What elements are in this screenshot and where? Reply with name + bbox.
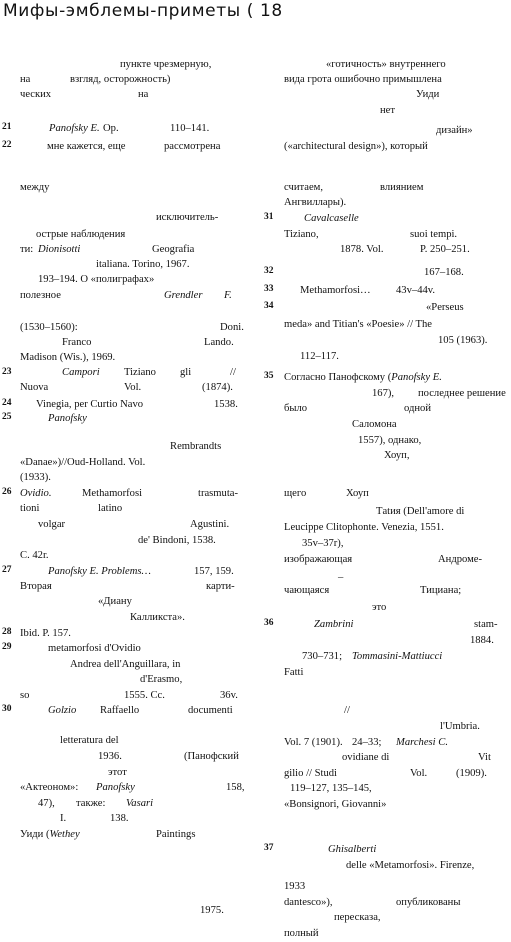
text-line: также: [76, 798, 106, 809]
text-line: metamorfosi d'Ovidio [48, 643, 141, 654]
text-line: последнее решение [418, 388, 506, 399]
text-line: 1936. [98, 751, 122, 762]
text-line: Paintings [156, 829, 196, 840]
text-line: Калликста». [130, 612, 185, 623]
text-line: 1555. Cc. [124, 690, 165, 701]
text-line: P. 250–251. [420, 244, 470, 255]
text-line: чающаяся [284, 585, 330, 596]
text-line: Ghisalberti [328, 844, 377, 855]
note-number: 28 [2, 627, 12, 637]
text-line: 157, 159. [194, 566, 234, 577]
text-line: l'Umbria. [440, 721, 480, 732]
text-line: tioni [20, 503, 40, 514]
text-line: dantesco»), [284, 897, 333, 908]
text-line: Madison (Wis.), 1969. [20, 352, 116, 363]
text-line: «Danae»)//Oud-Holland. Vol. [20, 457, 146, 468]
note-number: 24 [2, 398, 12, 408]
text-line: 112–117. [300, 351, 339, 362]
text-line: 158, [226, 782, 245, 793]
text-line: карти- [206, 581, 235, 592]
note-number: 36 [264, 618, 274, 628]
text-span: Согласно Панофскому ( [284, 372, 392, 383]
text-line: 35v–37r), [302, 538, 344, 549]
text-line: «готичность» внутреннего [326, 59, 446, 70]
note-number: 37 [264, 843, 274, 853]
text-line: Nuova [20, 382, 49, 393]
text-line: (Панофский [184, 751, 239, 762]
text-line: (1530–1560): [20, 322, 78, 333]
text-line: Vol. [124, 382, 142, 393]
text-line: d'Erasmo, [140, 674, 183, 685]
text-line: delle «Metamorfosi». Firenze, [346, 860, 475, 871]
text-line: 24–33; [352, 737, 382, 748]
note-number: 32 [264, 266, 274, 276]
text-line: «Диану [98, 596, 132, 607]
text-line: (1874). [202, 382, 233, 393]
text-line: Dionisotti [38, 244, 81, 255]
text-line: одной [404, 403, 432, 414]
text-line: 1975. [200, 905, 224, 916]
text-line: volgar [38, 519, 66, 530]
text-line: 167–168. [424, 267, 464, 278]
text-line: meda» and Titian's «Poesie» // The [284, 319, 432, 330]
text-line: F. [224, 290, 232, 301]
text-line: de' Bindoni, 1538. [138, 535, 216, 546]
text-line: считаем, [284, 182, 324, 193]
text-line: stam- [474, 619, 498, 630]
text-span: Wethey [49, 829, 80, 840]
text-line: Хоуп [346, 488, 369, 499]
text-line: trasmuta- [198, 488, 239, 499]
text-line: Raffaello [100, 705, 140, 716]
text-line: («architectural design»), который [284, 141, 428, 152]
text-line: Vinegia, per Curtio Navo [36, 399, 144, 410]
text-line: это [372, 602, 387, 613]
text-line: Уиди [416, 89, 440, 100]
text-line: острые наблюдения [36, 229, 126, 240]
note-number: 25 [2, 412, 12, 422]
note-number: 35 [264, 371, 274, 381]
text-line: Fatti [284, 667, 304, 678]
text-line: исключитель- [156, 212, 219, 223]
text-line: italiana. Torino, 1967. [96, 259, 190, 270]
text-span: Уиди ( [20, 829, 50, 840]
text-line: 1538. [214, 399, 238, 410]
text-line: на [138, 89, 149, 100]
text-span: Panofsky E. [391, 372, 442, 383]
text-line: 193–194. О «полиграфах» [38, 274, 155, 285]
text-line: Тициана; [420, 585, 462, 596]
note-number: 33 [264, 284, 274, 294]
text-line: Vol. [410, 768, 428, 779]
note-number: 30 [2, 704, 12, 714]
text-line: Agustini. [190, 519, 230, 530]
text-line: Vasari [126, 798, 154, 809]
text-line: Хоуп, [384, 450, 410, 461]
text-line: letteratura del [60, 735, 119, 746]
text-line: Rembrandts [170, 441, 222, 452]
text-line: Doni. [220, 322, 244, 333]
text-line: Grendler [164, 290, 203, 301]
text-line: ческих [20, 89, 52, 100]
note-number: 29 [2, 642, 12, 652]
text-line: 1884. [470, 635, 494, 646]
text-line: Tommasini-Mattiucci [352, 651, 443, 662]
text-line: «Актеоном»: [20, 782, 79, 793]
text-line: взгляд, осторожность) [70, 74, 171, 85]
text-line: 110–141. [170, 123, 210, 134]
text-line: рассмотрена [164, 141, 221, 152]
text-line: 730–731; [302, 651, 343, 662]
text-line: пункте чрезмерную, [120, 59, 212, 70]
text-line: мне кажется, еще [47, 141, 126, 152]
text-line: щего [284, 488, 307, 499]
text-line: Franco [62, 337, 92, 348]
note-number: 26 [2, 487, 12, 497]
text-line: // [344, 705, 350, 716]
text-line: Саломона [352, 419, 397, 430]
text-line: на [20, 74, 31, 85]
text-line: Panofsky [96, 782, 135, 793]
note-number: 21 [2, 122, 12, 132]
text-line: Panofsky E. Problems… [48, 566, 151, 577]
text-line: gilio // Studi [284, 768, 337, 779]
text-line: Zambrini [314, 619, 354, 630]
text-line: «Bonsignori, Giovanni» [284, 799, 387, 810]
running-header: Мифы-эмблемы-приметы ( 18 [3, 1, 283, 21]
text-line: documenti [188, 705, 233, 716]
text-line: изображающая [284, 554, 353, 565]
text-line: Panofsky E. [49, 123, 100, 134]
text-line: С. 42r. [20, 550, 49, 561]
text-line: 43v–44v. [396, 285, 436, 296]
text-line: – [338, 572, 344, 583]
text-line: между [20, 182, 50, 193]
text-line: дизайн» [436, 125, 473, 136]
text-line: Cavalcaselle [304, 213, 359, 224]
text-line: Vol. 7 (1901). [284, 737, 343, 748]
text-line: «Perseus [426, 302, 464, 313]
text-line: Ovidio. [20, 488, 52, 499]
text-line: Campori [62, 367, 100, 378]
text-line: вида грота ошибочно примышлена [284, 74, 442, 85]
text-line: Leucippe Clitophonte. Venezia, 1551. [284, 522, 444, 533]
text-line: suoi tempi. [410, 229, 458, 240]
text-line: пересказа, [334, 912, 381, 923]
text-line: 36v. [220, 690, 238, 701]
text-line: I. [60, 813, 67, 824]
text-line: 1878. Vol. [340, 244, 384, 255]
text-line: Ibid. P. 157. [20, 628, 71, 639]
text-line: Geografia [152, 244, 195, 255]
text-line: (1909). [456, 768, 487, 779]
text-line: Andrea dell'Anguillara, in [70, 659, 181, 670]
text-line: 1933 [284, 881, 306, 892]
note-number: 31 [264, 212, 274, 222]
text-line: latino [98, 503, 123, 514]
text-line: Андроме- [438, 554, 483, 565]
note-number: 34 [264, 301, 274, 311]
text-line [284, 371, 442, 384]
text-line: Panofsky [48, 413, 87, 424]
text-line: было [284, 403, 308, 414]
text-line: Golzio [48, 705, 77, 716]
text-line: влиянием [380, 182, 424, 193]
text-line: Marchesi C. [396, 737, 448, 748]
text-line: so [20, 690, 30, 701]
text-line: ovidiane di [342, 752, 390, 763]
text-line: 119–127, 135–145, [290, 783, 372, 794]
text-line: 47), [38, 798, 55, 809]
text-line: опубликованы [396, 897, 461, 908]
note-number: 27 [2, 565, 12, 575]
text-line: ти: [20, 244, 34, 255]
text-line: 1557), однако, [358, 435, 422, 446]
text-line: полезное [20, 290, 61, 301]
text-line: (1933). [20, 472, 51, 483]
text-line: Ангвиллары). [284, 197, 347, 208]
text-line: Lando. [204, 337, 234, 348]
note-number: 22 [2, 140, 12, 150]
text-line: нет [380, 105, 396, 116]
text-line: Tiziano [124, 367, 156, 378]
text-line: // [230, 367, 236, 378]
text-line [20, 828, 80, 841]
text-line: Methamorfosi [82, 488, 143, 499]
text-line: Op. [103, 123, 119, 134]
note-number: 23 [2, 367, 12, 377]
text-line: 138. [110, 813, 129, 824]
text-line: gli [180, 367, 192, 378]
text-line: Vit [478, 752, 491, 763]
text-line: 167), [372, 388, 395, 399]
text-line: Methamorfosi… [300, 285, 371, 296]
text-line: Тatия (Dell'amore di [376, 506, 465, 517]
text-line: этот [108, 767, 127, 778]
text-line: полный [284, 928, 319, 939]
text-line: 105 (1963). [438, 335, 488, 346]
text-line: Tiziano, [284, 229, 319, 240]
text-line: Вторая [20, 581, 52, 592]
